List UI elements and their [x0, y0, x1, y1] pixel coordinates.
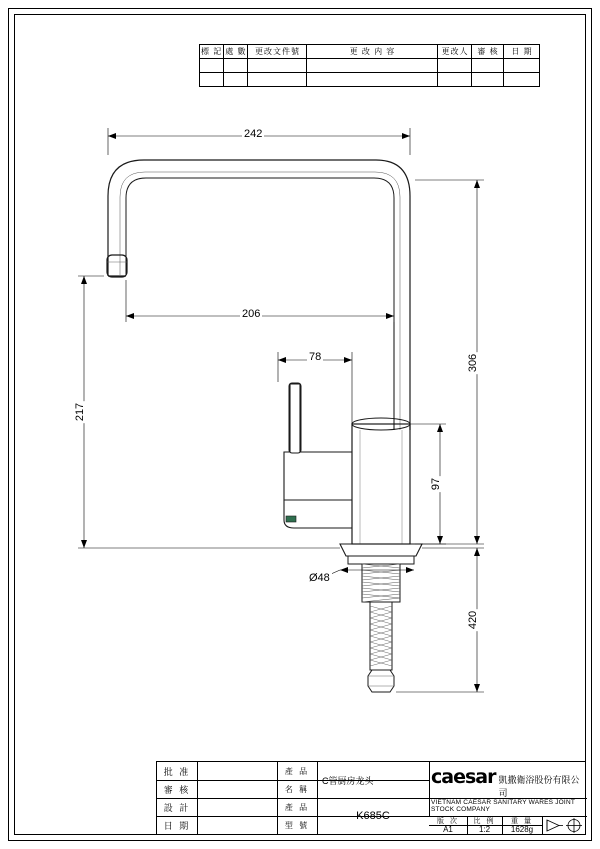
revision-header-reviewer: 審 核	[472, 45, 504, 59]
hose-braid	[370, 606, 392, 666]
tb-value-weight: 1628g	[510, 825, 534, 834]
revision-header-changer: 更改人	[438, 45, 472, 59]
handle-grip	[289, 383, 301, 453]
revision-header-count: 處 數	[224, 45, 248, 59]
dim-label-97: 97	[430, 477, 443, 491]
tb-header-scale: 比 例	[473, 817, 496, 825]
spout-nozzle	[107, 255, 127, 277]
tb-header-weight: 重 量	[511, 817, 533, 825]
dim-label-420: 420	[467, 610, 480, 630]
tb-value-design	[197, 798, 277, 816]
spout-inner-outline	[126, 178, 394, 430]
revision-header-date: 日 期	[504, 45, 540, 59]
tb-label-approve: 批 准	[163, 766, 191, 777]
tb-value-version: A1	[443, 825, 453, 834]
first-angle-projection-symbol	[543, 817, 586, 834]
revision-header-mark: 標 記	[200, 45, 224, 59]
tb-label-product-model-1: 產 品	[284, 802, 310, 812]
brand-block	[431, 764, 585, 814]
tb-value-review	[197, 780, 277, 798]
dim-label-306: 306	[467, 353, 480, 373]
dim-label-78: 78	[309, 351, 322, 363]
brand-name-cn: 凱撒衛浴股份有限公司	[498, 774, 580, 798]
spout-outer-outline	[108, 160, 410, 430]
tb-value-approve	[197, 762, 277, 780]
tb-header-version: 版 次	[437, 817, 459, 825]
tb-label-product-name-2: 名 稱	[284, 784, 310, 794]
dim-label-242: 242	[244, 128, 263, 140]
tb-value-product-model: K685C	[356, 810, 390, 822]
title-block	[156, 761, 586, 835]
handle-indicator	[286, 516, 296, 522]
handle-lever	[284, 384, 352, 500]
spout-mid-outline	[120, 172, 400, 430]
tb-value-date	[197, 816, 277, 834]
dim-label-diameter-48: Ø48	[309, 572, 330, 584]
hose-nut	[368, 670, 394, 692]
tb-label-date: 日 期	[163, 820, 191, 831]
tb-value-scale: 1:2	[478, 825, 491, 834]
faucet-body	[352, 424, 410, 544]
base-flange	[340, 544, 422, 556]
brand-wordmark: caesar	[431, 765, 496, 788]
tb-label-product-model-2: 型 號	[284, 820, 310, 830]
tb-label-design: 設 計	[163, 802, 191, 813]
flex-hose	[370, 602, 392, 670]
brand-subtitle: VIETNAM CAESAR SANITARY WARES JOINT STOCK COMPANY	[431, 798, 575, 813]
handle-base	[284, 500, 352, 528]
dimension-lines	[78, 128, 484, 692]
tb-label-product-name-1: 產 品	[284, 766, 310, 776]
dim-label-217: 217	[74, 402, 87, 422]
tb-label-review: 審 核	[163, 784, 191, 795]
base-washer	[348, 556, 414, 564]
tb-value-product-name: C管厨房龙头	[322, 775, 374, 786]
revision-header-content: 更 改 内 容	[307, 45, 438, 59]
revision-header-docno: 更改文件號	[248, 45, 307, 59]
dim-label-206: 206	[242, 308, 261, 320]
